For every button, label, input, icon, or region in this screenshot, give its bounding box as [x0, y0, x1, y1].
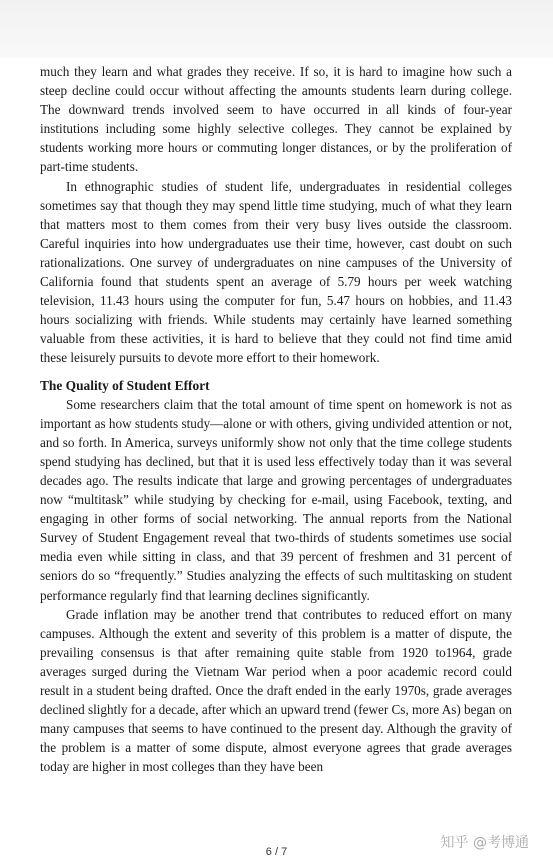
header-blank-band [0, 0, 553, 58]
paragraph-grade-inflation: Grade inflation may be another trend that contributes to reduced effort on many campuses. Although the extent and severity of this problem is a matter of dispute, the prevailing consensus is that after remaining quite stable from 1920 to1964, grade averages surged during the Vietnam War period when a poor academic record could result in a student being drafted. Once the draft ended in the early 1970s, grade averages declined slightly for a decade, after which an upward trend (fewer Cs, more As) began on many campuses that seems to have continued to the present day. Although the gravity of the problem is a matter of some dispute, almost everyone agrees that grade averages today are higher in most colleges than they have been [40, 606, 513, 775]
section-heading: The Quality of Student Effort [40, 377, 210, 393]
paragraph-quality-of-effort: Some researchers claim that the total amount of time spent on homework is not as important as how students study—alone or with others, giving undivided attention or not, and so forth. In America, surveys uniformly show not only that the time college students spend studying has declined, but that it is used less effectively today than it was several decades ago. The results indicate that large and growing percentages of undergraduates now “multitask” while studying by checking for e-mail, using Facebook, texting, and engaging in other forms of social networking. The annual reports from the National Survey of Student Engagement reveal that two-thirds of students sometimes use social media even while sitting in class, and that 39 percent of freshmen and 31 percent of seniors do so “frequently.” Studies analyzing the effects of such multitasking on student performance regularly find that learning declines significantly. [40, 396, 512, 603]
page-number: 6 / 7 [265, 846, 288, 858]
watermark-text: 知乎 @考博通 [440, 835, 529, 851]
paragraph-ethnographic-studies: In ethnographic studies of student life, undergraduates in residential colleges sometimes say that though they may spend little time studying, much of what they learn that matters most to them comes from their very busy lives outside the classroom. Careful inquiries into how undergraduates use their time, however, cast doubt on such rationalizations. One survey of undergraduates on nine campuses of the University of California found that students spent an average of 5.79 hours per week watching television, 11.43 hours using the computer for fun, 5.47 hours on hobbies, and 11.43 hours socializing with friends. While students may certainly have learned something valuable from these activities, it is hard to believe that they could not find time amid these leisurely pursuits to devote more effort to their homework. [40, 178, 512, 366]
paragraph-continued: much they learn and what grades they receive. If so, it is hard to imagine how such a steep decline could occur without affecting the amounts students learn during college. The downward trends involved seem to have occurred in all kinds of four-year institutions including some highly selective colleges. They cannot be explained by students working more hours or commuting longer distances, or by the proliferation of part-time students. [40, 64, 512, 175]
document-body [40, 62, 512, 776]
